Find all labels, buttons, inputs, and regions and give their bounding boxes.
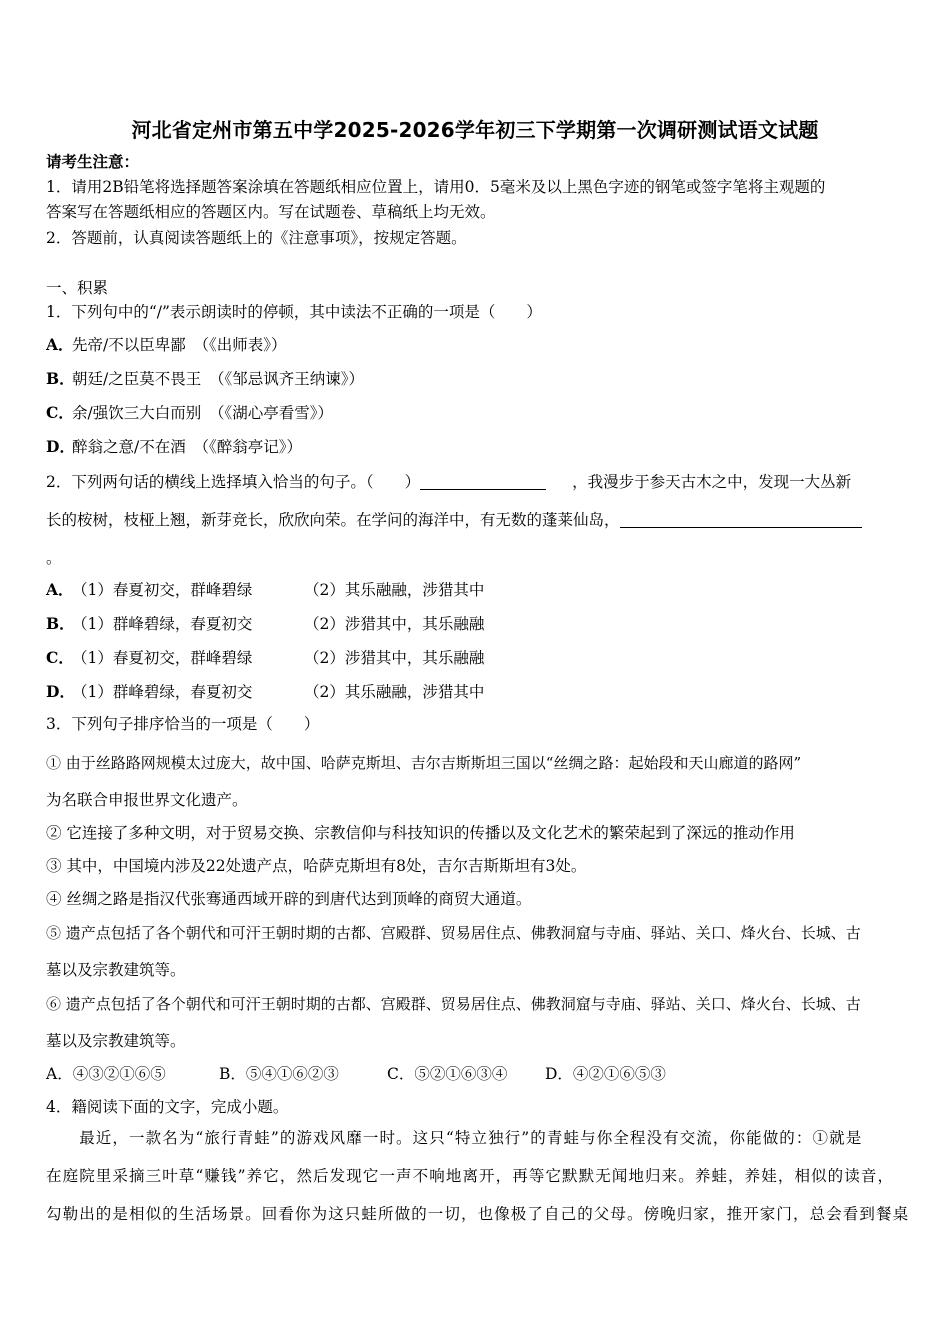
notice-item-2: 2．答题前，认真阅读答题纸上的《注意事项》，按规定答题。 <box>46 229 467 247</box>
q2-option-b <box>46 614 910 634</box>
notice-heading: 请考生注意： <box>46 152 140 171</box>
option-part-2: （2）涉猎其中，其乐融融 <box>304 615 485 633</box>
q1-option-b <box>46 369 910 389</box>
option-part-1: （1）春夏初交，群峰碧绿 <box>72 649 253 667</box>
option-part-1: （1）群峰碧绿，春夏初交 <box>72 683 253 701</box>
q3-sentence-5-cont: 墓以及宗教建筑等。 <box>46 961 186 979</box>
q3-sentence-3: ③ 其中，中国境内涉及22处遗产点，哈萨克斯坦有8处，吉尔吉斯斯坦有3处。 <box>46 857 587 875</box>
option-letter: D． <box>46 437 75 456</box>
fill-blank-1 <box>420 489 546 490</box>
q2-stem-end: 。 <box>46 549 62 567</box>
passage-line-3: 勾勒出的是相似的生活场景。回看你为这只蛙所做的一切，也像极了自己的父母。傍晚归家，推开家门，总会看到餐桌 <box>46 1205 910 1223</box>
q1-option-d <box>46 437 910 457</box>
question-2-stem-cont <box>46 510 910 530</box>
q3-sentence-6: ⑥ 遗产点包括了各个朝代和可汗王朝时期的古都、宫殿群、贸易居住点、佛教洞窟与寺庙、驿站、关口、烽火台、长城、古 <box>46 995 861 1013</box>
q3-sentence-1: ① 由于丝路路网规模太过庞大，故中国、哈萨克斯坦、吉尔吉斯斯坦三国以“丝绸之路：起始段和天山廊道的路网” <box>46 754 802 772</box>
q1-option-c <box>46 403 910 423</box>
option-letter: B． <box>46 369 75 388</box>
section-heading: 一、积累 <box>46 279 109 297</box>
q2-option-a <box>46 580 910 600</box>
q3-option-c: C．⑤②①⑥③④ <box>387 1065 508 1083</box>
question-3-stem: 3．下列句子排序恰当的一项是（ ） <box>46 715 320 733</box>
option-letter: B． <box>46 614 75 633</box>
option-letter: C． <box>46 648 74 667</box>
option-text: 余/强饮三大白而别 （《湖心亭看雪》） <box>72 404 333 422</box>
q3-sentence-1-cont: 为名联合申报世界文化遗产。 <box>46 791 248 809</box>
q3-option-d: D．④②①⑥⑤③ <box>545 1065 666 1083</box>
passage-line-2: 在庭院里采摘三叶草“赚钱”养它，然后发现它一声不响地离开，再等它默默无闻地归来。养蛙，养娃，相似的读音， <box>46 1167 895 1185</box>
option-letter: A． <box>46 335 74 354</box>
option-text: 朝廷/之臣莫不畏王 （《邹忌讽齐王纳谏》） <box>72 370 364 388</box>
q3-sentence-2: ② 它连接了多种文明，对于贸易交换、宗教信仰与科技知识的传播以及文化艺术的繁荣起到了深远的推动作用 <box>46 824 795 842</box>
passage-line-1: 最近，一款名为“旅行青蛙”的游戏风靡一时。这只“特立独行”的青蛙与你全程没有交流，你能做的：①就是 <box>46 1129 863 1147</box>
q2-stem-text: 2．下列两句话的横线上选择填入恰当的句子。（ ） <box>46 473 421 491</box>
option-part-2: （2）其乐融融，涉猎其中 <box>304 683 485 701</box>
q3-option-b: B．⑤④①⑥②③ <box>219 1065 339 1083</box>
option-part-2: （2）其乐融融，涉猎其中 <box>304 581 485 599</box>
option-letter: D． <box>46 682 75 701</box>
question-4-stem: 4．籍阅读下面的文字，完成小题。 <box>46 1098 289 1116</box>
option-text: 先帝/不以臣卑鄙 （《出师表》） <box>72 336 287 354</box>
option-part-2: （2）涉猎其中，其乐融融 <box>304 649 485 667</box>
q2-stem-text-2: ，我漫步于参天古木之中，发现一大丛新 <box>572 473 852 491</box>
notice-item-1-cont: 答案写在答题纸相应的答题区内。写在试题卷、草稿纸上均无效。 <box>46 203 496 221</box>
page-title: 河北省定州市第五中学2025-2026学年初三下学期第一次调研测试语文试题 <box>131 118 819 142</box>
option-letter: C． <box>46 403 74 422</box>
q1-option-a <box>46 335 910 355</box>
q3-sentence-5: ⑤ 遗产点包括了各个朝代和可汗王朝时期的古都、宫殿群、贸易居住点、佛教洞窟与寺庙、驿站、关口、烽火台、长城、古 <box>46 924 861 942</box>
option-letter: A． <box>46 580 74 599</box>
question-2-stem <box>46 472 910 492</box>
fill-blank-2 <box>620 527 862 528</box>
q2-stem-text-3: 长的桉树，枝桠上翘，新芽竞长，欣欣向荣。在学问的海洋中，有无数的蓬莱仙岛， <box>46 511 620 529</box>
option-text: 醉翁之意/不在酒 （《醉翁亭记》） <box>72 438 302 456</box>
q2-option-c <box>46 648 910 668</box>
q2-option-d <box>46 682 910 702</box>
question-1-stem: 1．下列句中的“/”表示朗读时的停顿，其中读法不正确的一项是（ ） <box>46 303 542 321</box>
notice-item-1: 1．请用2B铅笔将选择题答案涂填在答题纸相应位置上，请用0．5毫米及以上黑色字迹的钢笔或签字笔将主观题的 <box>46 178 826 196</box>
q3-options-row <box>46 1064 910 1084</box>
q3-sentence-6-cont: 墓以及宗教建筑等。 <box>46 1032 186 1050</box>
q3-sentence-4: ④ 丝绸之路是指汉代张骞通西域开辟的到唐代达到顶峰的商贸大通道。 <box>46 890 532 908</box>
q3-option-a: A．④③②①⑥⑤ <box>46 1065 166 1083</box>
option-part-1: （1）春夏初交，群峰碧绿 <box>72 581 253 599</box>
option-part-1: （1）群峰碧绿，春夏初交 <box>72 615 253 633</box>
